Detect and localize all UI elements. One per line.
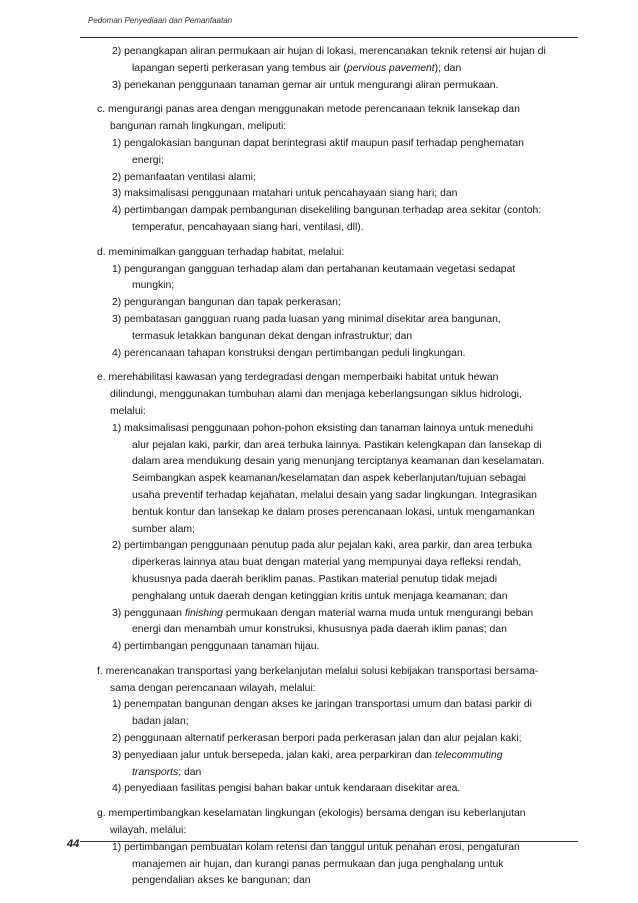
list-item xyxy=(86,44,546,78)
text-run: 3) maksimalisasi penggunaan matahari untuk pencahayaan siang hari; dan xyxy=(112,188,458,200)
header-divider xyxy=(80,37,578,38)
text-run: 4) penyediaan fasilitas pengisi bahan bakar untuk kendaraan disekitar area. xyxy=(112,783,461,795)
list-item xyxy=(86,346,546,363)
text-run: 2) pengurangan bangunan dan tapak perkerasan; xyxy=(112,297,341,309)
list-item xyxy=(86,781,546,798)
section-paragraph xyxy=(86,245,546,262)
text-run: ; dan xyxy=(178,766,202,778)
list-item xyxy=(86,186,546,203)
list-item xyxy=(86,538,546,605)
text-run: e. merehabilitasi kawasan yang terdegradasi dengan memperbaiki habitat untuk hewan dilindungi, menggunakan tumbuhan alami dan menjaga keberlangsungan siklus hidrologi, melalui: xyxy=(97,372,522,417)
text-run: 2) pemanfaatan ventilasi alami; xyxy=(112,171,256,183)
text-run: g. mempertimbangkan keselamatan lingkungan (ekologis) bersama dengan isu keberlanjutan wilayah, melalui: xyxy=(97,808,526,837)
text-run: c. mengurangi panas area dengan menggunakan metode perencanaan teknik lansekap dan bangunan ramah lingkungan, meliputi: xyxy=(97,104,520,133)
text-run: 1) pertimbangan pembuatan kolam retensi dan tanggul untuk penahan erosi, pengaturan manajemen air hujan, dan kurangi panas permukaan dan juga penghalang untuk pengendalian akses ke bangunan; dan xyxy=(112,841,520,887)
text-run: 1) maksimalisasi penggunaan pohon-pohon eksisting dan tanaman lainnya untuk meneduhi alur pejalan kaki, parkir, dan area terbuka lainnya. Pastikan kelengkapan dan lansekap di dalam area mendukung desain yang menunjang terciptanya keamanan dan keselamatan. Seimbangkan aspek keamanan/keselamatan dan aspek keberlanjutan/tujuan sebagai usaha preventif terhadap kejahatan, melalui desain yang sadar lingkungan. Integrasikan bentuk kontur dan lansekap ke dalam proses perencanaan lokasi, untuk mengamankan sumber alam; xyxy=(112,422,545,535)
list-item xyxy=(86,203,546,237)
italic-term: telecommuting transports xyxy=(132,749,503,778)
text-run: 1) pengurangan gangguan terhadap alam dan pertahanan keutamaan vegetasi sedapat mungkin; xyxy=(112,263,516,292)
italic-term: pervious pavement xyxy=(346,62,435,74)
list-item xyxy=(86,639,546,656)
list-item xyxy=(86,170,546,187)
text-run: 2) penggunaan alternatif perkerasan berpori pada perkerasan jalan dan alur pejalan kaki; xyxy=(112,733,522,745)
section-paragraph xyxy=(86,664,546,698)
text-run: 3) penekanan penggunaan tanaman gemar air untuk mengurangi aliran permukaan. xyxy=(112,79,499,91)
text-run: 3) penyediaan jalur untuk bersepeda, jalan kaki, area perparkiran dan xyxy=(112,749,435,761)
text-run: f. merencanakan transportasi yang berkelanjutan melalui solusi kebijakan transportasi bersama-sama dengan perencanaan wilayah, melalui: xyxy=(97,665,539,694)
list-item xyxy=(86,840,546,890)
text-run: 1) pengalokasian bangunan dapat berintegrasi aktif maupun pasif terhadap penghematan energi; xyxy=(112,137,524,166)
list-item xyxy=(86,78,546,95)
list-item xyxy=(86,421,546,539)
text-run: 4) pertimbangan penggunaan tanaman hijau. xyxy=(112,641,320,653)
text-run: 1) penempatan bangunan dengan akses ke jaringan transportasi umum dan batasi parkir di badan jalan; xyxy=(112,699,532,728)
text-run: 2) pertimbangan penggunaan penutup pada alur pejalan kaki, area parkir, dan area terbuka diperkeras lainnya atau buat dengan material yang mempunyai daya refleksi rendah, khususnya pada daerah beriklim panas. Pastikan material penutup tidak mejadi penghalang untuk daerah dengan ketinggian kritis untuk menjaga keamanan; dan xyxy=(112,540,532,602)
section-paragraph xyxy=(86,102,546,136)
text-run: 4) pertimbangan dampak pembangunan disekeliling bangunan terhadap area sekitar (contoh: temperatur, pencahayaan siang hari, ventilasi, dll). xyxy=(112,205,542,233)
text-run: permukaan dengan material warna muda untuk mengurangi beban energi dan menambah umur konstruksi, khususnya pada daerah iklim panas; dan xyxy=(132,607,534,636)
section-paragraph xyxy=(86,806,546,840)
list-item xyxy=(86,748,546,782)
section-paragraph xyxy=(86,370,546,420)
document-body xyxy=(86,44,546,890)
page-number: 44 xyxy=(67,838,80,850)
list-item xyxy=(86,606,546,640)
text-run: ); dan xyxy=(434,62,462,74)
running-header: Pedoman Penyediaan dan Pemanfaatan xyxy=(88,16,233,25)
list-item xyxy=(86,697,546,731)
footer-divider xyxy=(80,841,578,842)
list-item xyxy=(86,295,546,312)
list-item xyxy=(86,312,546,346)
text-run: 3) penggunaan xyxy=(112,607,185,619)
text-run: 4) perencanaan tahapan konstruksi dengan pertimbangan peduli lingkungan. xyxy=(112,347,466,359)
list-item xyxy=(86,262,546,296)
text-run: d. meminimalkan gangguan terhadap habitat, melalui: xyxy=(97,246,345,258)
list-item xyxy=(86,731,546,748)
text-run: 3) pembatasan gangguan ruang pada luasan yang minimal disekitar area bangunan, termasuk letakkan bangunan dekat dengan infrastruktur; dan xyxy=(112,313,501,342)
text-run: 2) penangkapan aliran permukaan air hujan di lokasi, merencanakan teknik retensi air hujan di lapangan seperti perkerasan yang tembus air ( xyxy=(112,46,546,74)
list-item xyxy=(86,136,546,170)
italic-term: finishing xyxy=(184,607,223,619)
